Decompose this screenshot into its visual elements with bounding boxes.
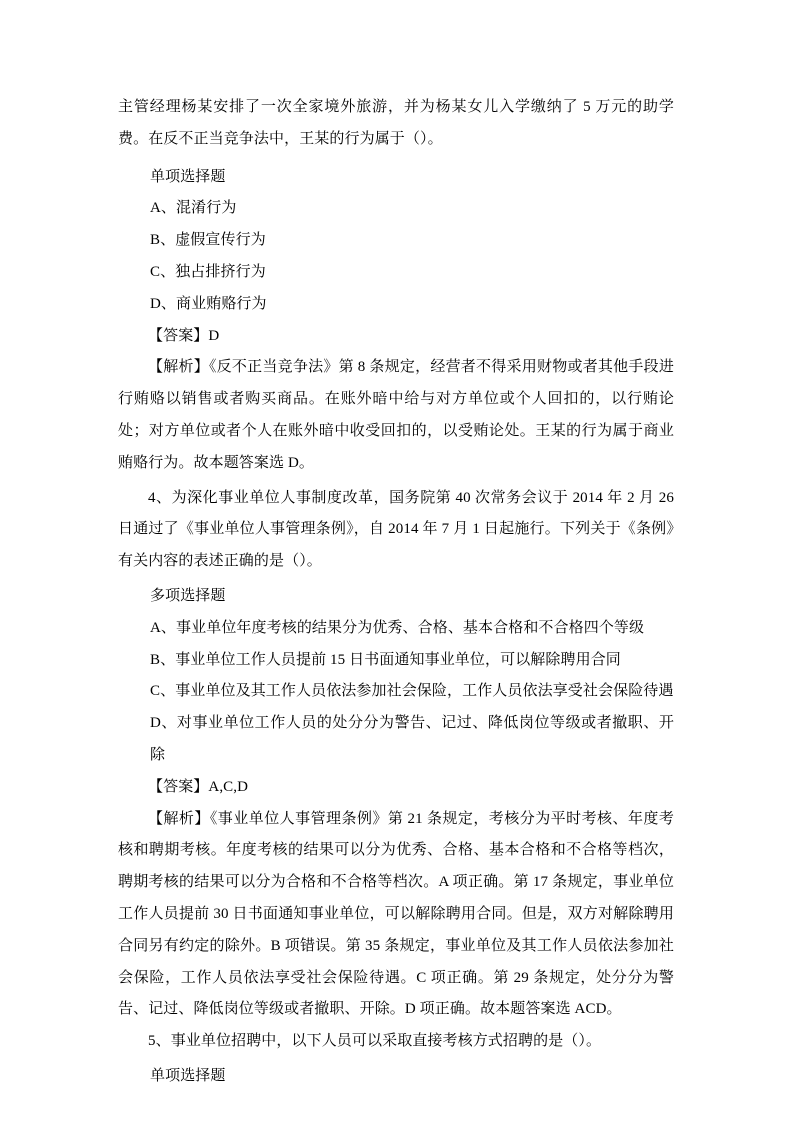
question-4-option-d: D、对事业单位工作人员的处分分为警告、记过、降低岗位等级或者撤职、开除 xyxy=(150,715,674,763)
document-body xyxy=(118,92,674,1093)
question-4-option-b: B、事业单位工作人员提前 15 日书面通知事业单位，可以解除聘用合同 xyxy=(150,651,621,668)
question-4-answer-line: 【答案】A,C,D xyxy=(148,778,249,795)
question-4-option-c: C、事业单位及其工作人员依法参加社会保险，工作人员依法享受社会保险待遇 xyxy=(150,683,674,700)
question-4-type-label: 多项选择题 xyxy=(150,587,226,604)
question-stem-continuation: 主管经理杨某安排了一次全家境外旅游，并为杨某女儿入学缴纳了 5 万元的助学费。在反不正当竞争法中，王某的行为属于（）。 xyxy=(118,99,674,147)
question-5-stem: 5、事业单位招聘中，以下人员可以采取直接考核方式招聘的是（）。 xyxy=(148,1033,602,1050)
option-a: A、混淆行为 xyxy=(150,200,237,217)
option-d: D、商业贿赂行为 xyxy=(150,295,267,312)
question-5-type-label: 单项选择题 xyxy=(150,1067,226,1084)
question-4-analysis-paragraph: 【解析】《事业单位人事管理条例》第 21 条规定，考核分为平时考核、年度考核和聘期考核。年度考核的结果可以分为优秀、合格、基本合格和不合格等档次，聘期考核的结果可以分为合格和不合格等档次。A 项正确。第 17 条规定，事业单位工作人员提前 30 日书面通知事业单位，可以解除聘用合同。但是，双方对解除聘用合同另有约定的除外。B 项错误。第 35 条规定，事业单位及其工作人员依法参加社会保险，工作人员依法享受社会保险待遇。C 项正确。第 29 条规定，处分分为警告、记过、降低岗位等级或者撤职、开除。D 项正确。故本题答案选 ACD。 xyxy=(118,810,674,1018)
question-type-label: 单项选择题 xyxy=(150,168,226,185)
analysis-paragraph: 【解析】《反不正当竞争法》第 8 条规定，经营者不得采用财物或者其他手段进行贿赂以销售或者购买商品。在账外暗中给与对方单位或个人回扣的，以行贿论处；对方单位或者个人在账外暗中收受回扣的，以受贿论处。王某的行为属于商业贿赂行为。故本题答案选 D。 xyxy=(118,359,674,471)
option-c: C、独占排挤行为 xyxy=(150,263,266,280)
question-4-option-a: A、事业单位年度考核的结果分为优秀、合格、基本合格和不合格四个等级 xyxy=(150,619,645,636)
question-4-stem: 4、为深化事业单位人事制度改革，国务院第 40 次常务会议于 2014 年 2 月 26 日通过了《事业单位人事管理条例》，自 2014 年 7 月 1 日起施行。下列关于《条例》有关内容的表述正确的是（）。 xyxy=(118,489,674,570)
option-b: B、虚假宣传行为 xyxy=(150,232,266,249)
answer-line: 【答案】D xyxy=(148,327,220,344)
